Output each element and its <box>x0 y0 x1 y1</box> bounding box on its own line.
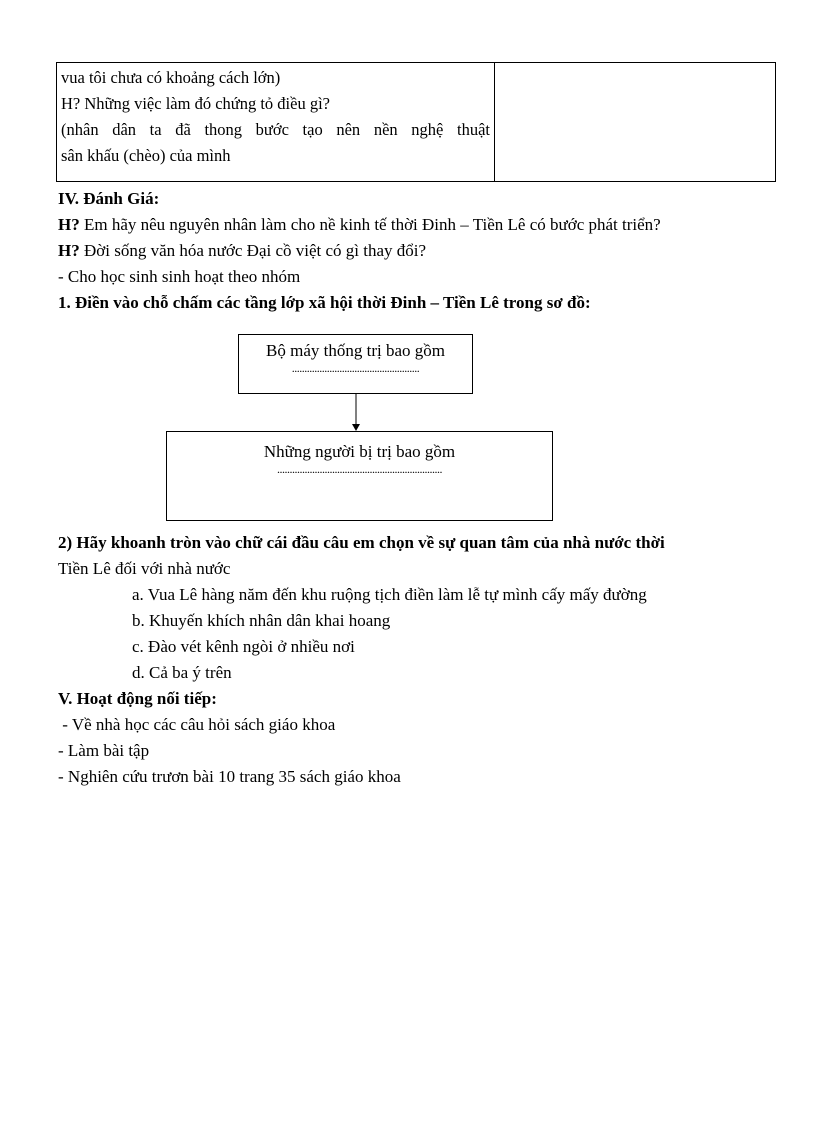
question-1 <box>58 212 788 238</box>
table-line-text: H? Những việc làm đó chứng tỏ điều gì? <box>61 94 330 113</box>
table-line: sân khấu (chèo) của mình <box>61 146 231 165</box>
evaluation-section <box>58 186 788 316</box>
group-note: - Cho học sinh sinh hoạt theo nhóm <box>58 267 301 286</box>
followup-item: - Làm bài tập <box>58 741 150 760</box>
task-2-prompt-cont: Tiền Lê đối với nhà nước <box>58 559 231 578</box>
question-text: Đời sống văn hóa nước Đại cồ việt có gì thay đổi? <box>79 241 427 260</box>
arrow-down-icon <box>352 394 360 431</box>
followup-item: - Về nhà học các câu hỏi sách giáo khoa <box>58 715 336 734</box>
option-c: c. Đào vét kênh ngòi ở nhiều nơi <box>132 637 355 656</box>
section-heading: IV. Đánh Giá: <box>58 189 160 208</box>
table-line: (nhân dân ta đã thong bước tạo nên nền nghệ thuật <box>61 120 490 139</box>
task-2-section <box>58 530 788 790</box>
ruling-class-box <box>238 334 473 394</box>
ruling-class-title: Bộ máy thống trị bao gồm <box>266 341 445 360</box>
ruled-class-title: Những người bị trị bao gồm <box>263 442 456 461</box>
followup-item: - Nghiên cứu trươn bài 10 trang 35 sách giáo khoa <box>58 767 401 786</box>
table-line: vua tôi chưa có khoảng cách lớn) <box>61 68 281 87</box>
question-text: Em hãy nêu nguyên nhân làm cho nề kinh tế thời Đinh – Tiền Lê có bước phát triển? <box>79 215 661 234</box>
section-heading: V. Hoạt động nối tiếp: <box>58 689 217 708</box>
table-cell-left <box>57 63 495 181</box>
task-2-prompt <box>58 530 788 556</box>
fill-in-dots: ................................................... <box>291 361 420 375</box>
table-cell-right <box>495 63 775 181</box>
fill-in-dots: .................................................................. <box>277 462 442 476</box>
question-2 <box>58 238 788 264</box>
option-a: a. Vua Lê hàng năm đến khu ruộng tịch điền làm lễ tự mình cấy mấy đường <box>132 585 647 604</box>
task-2-prompt-line1: 2) Hãy khoanh tròn vào chữ cái đầu câu em chọn về sự quan tâm của nhà nước thời <box>58 533 665 552</box>
lesson-table <box>56 62 776 182</box>
task-1: 1. Điền vào chỗ chấm các tầng lớp xã hội thời Đinh – Tiền Lê trong sơ đồ: <box>58 293 591 312</box>
ruled-class-box <box>166 431 553 521</box>
question-prefix: H? <box>58 215 80 234</box>
option-b: b. Khuyến khích nhân dân khai hoang <box>132 611 391 630</box>
question-prefix: H? <box>58 241 80 260</box>
table-line <box>61 91 490 117</box>
option-d: d. Cả ba ý trên <box>132 663 232 682</box>
